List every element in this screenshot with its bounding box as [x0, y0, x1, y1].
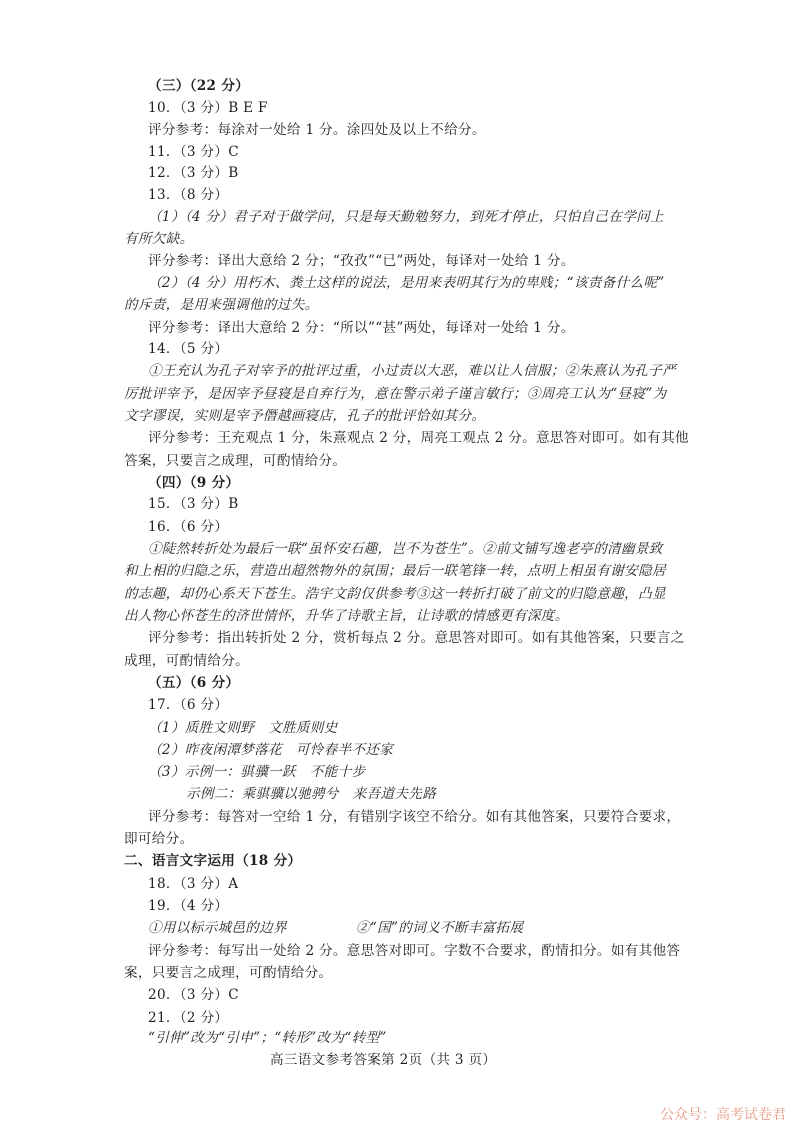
q19-point2: ②“国”的词义不断丰富拓展 [356, 920, 524, 937]
q16-line4: 出人物心怀苍生的济世情怀，升华了诗歌主旨，让诗歌的情感更有深度。 [124, 607, 569, 624]
q16-line3: 的志趣，却仍心系天下苍生。浩宇文韵仅供参考③这一转折打破了前文的归隐意趣，凸显 [124, 585, 666, 602]
q13-2-line2: 的斥责，是用来强调他的过失。 [124, 297, 319, 314]
q16-line2: 和上相的归隐之乐，营造出超然物外的氛围；最后一联笔锋一转，点明上相虽有谢安隐居 [124, 563, 666, 580]
q20-answer: 20．（3 分）C [148, 987, 239, 1004]
q14-scoring-line1: 评分参考：王充观点 1 分，朱熹观点 2 分，周亮工观点 2 分。意思答对即可。如有其他 [148, 430, 689, 447]
q10-answer: 10．（3 分）B E F [148, 100, 268, 117]
q11-answer: 11．（3 分）C [148, 144, 239, 160]
q17-3: （3）示例一：骐骥一跃 不能十步 [148, 764, 366, 781]
q14-line3: 文字谬误，实则是宰予僭越画寝店，孔子的批评恰如其分。 [124, 408, 486, 424]
q17-1: （1）质胜文则野 文胜质则史 [148, 719, 338, 736]
q15-answer: 15．（3 分）B [148, 496, 239, 513]
q13-2-scoring: 评分参考：译出大意给 2 分：“所以”“甚”两处，每译对一处给 1 分。 [148, 319, 575, 336]
q21-correction: “引伸”改为“引申”；“转形”改为“转型” [148, 1030, 387, 1046]
q13-1-line1: （1）（4 分）君子对于做学问，只是每天勤勉努力，到死才停止，只怕自己在学问上 [148, 209, 664, 226]
q13-answer: 13．（8 分） [148, 186, 229, 203]
q19-scoring-line2: 案，只要言之成理，可酌情给分。 [124, 964, 333, 981]
q16-line1: ①陡然转折处为最后一联“虽怀安石趣，岂不为苍生”。②前文铺写逸老亭的清幽景致 [148, 541, 663, 557]
q17-2: （2）昨夜闲潭梦落花 可怜春半不还家 [148, 741, 394, 758]
q14-line2: 厉批评宰予，是因宰予昼寝是自弃行为，意在警示弟子谨言敏行；③周亮工认为“昼寝”为 [124, 385, 667, 402]
q13-1-line2: 有所欠缺。 [124, 231, 194, 248]
q12-answer: 12．（3 分）B [148, 165, 239, 182]
q18-answer: 18．（3 分）A [148, 875, 239, 892]
q21-answer: 21．（2 分） [148, 1009, 229, 1026]
q16-scoring-line1: 评分参考：指出转折处 2 分，赏析每点 2 分。意思答对即可。如有其他答案，只要言之 [148, 630, 685, 647]
q19-scoring-line1: 评分参考：每写出一处给 2 分。意思答对即可。字数不合要求，酌情扣分。如有其他答 [148, 942, 681, 959]
q19-point1: ①用以标示城邑的边界 [148, 920, 287, 937]
q14-scoring-line2: 答案，只要言之成理，可酌情给分。 [124, 452, 347, 469]
q17-3-example2: 示例二：乘骐骥以驰骋兮 来吾道夫先路 [186, 786, 437, 803]
q19-answer: 19．（4 分） [148, 898, 229, 914]
q16-scoring-line2: 成理，可酌情给分。 [124, 652, 250, 669]
section-3-header: （三）（22 分） [148, 78, 250, 94]
q14-line1: ①王充认为孔子对宰予的批评过重，小过责以大恶，难以让人信服；②朱熹认为孔子严 [148, 363, 676, 380]
part-2-header: 二、语言文字运用（18 分） [124, 853, 302, 870]
q14-answer: 14．（5 分） [148, 341, 229, 358]
q10-scoring: 评分参考：每涂对一处给 1 分。涂四处及以上不给分。 [148, 121, 486, 138]
q13-1-scoring: 评分参考：译出大意给 2 分；“孜孜”“已”两处，每译对一处给 1 分。 [148, 252, 575, 269]
section-4-header: （四）（9 分） [148, 475, 240, 491]
q17-scoring-line1: 评分参考：每答对一空给 1 分，有错别字该空不给分。如有其他答案，只要符合要求， [148, 808, 681, 825]
q13-2-line1: （2）（4 分）用朽木、粪土这样的说法，是用来表明其行为的卑贱；“该责备什么呢” [148, 275, 665, 292]
section-5-header: （五）（6 分） [148, 674, 240, 691]
q16-answer: 16．（6 分） [148, 518, 229, 535]
page-footer: 高三语文参考答案第 2页（共 3 页） [270, 1052, 497, 1068]
watermark: 公众号：高考试卷君 [660, 1107, 786, 1123]
q17-answer: 17．（6 分） [148, 697, 229, 714]
q17-scoring-line2: 即可给分。 [124, 831, 194, 847]
